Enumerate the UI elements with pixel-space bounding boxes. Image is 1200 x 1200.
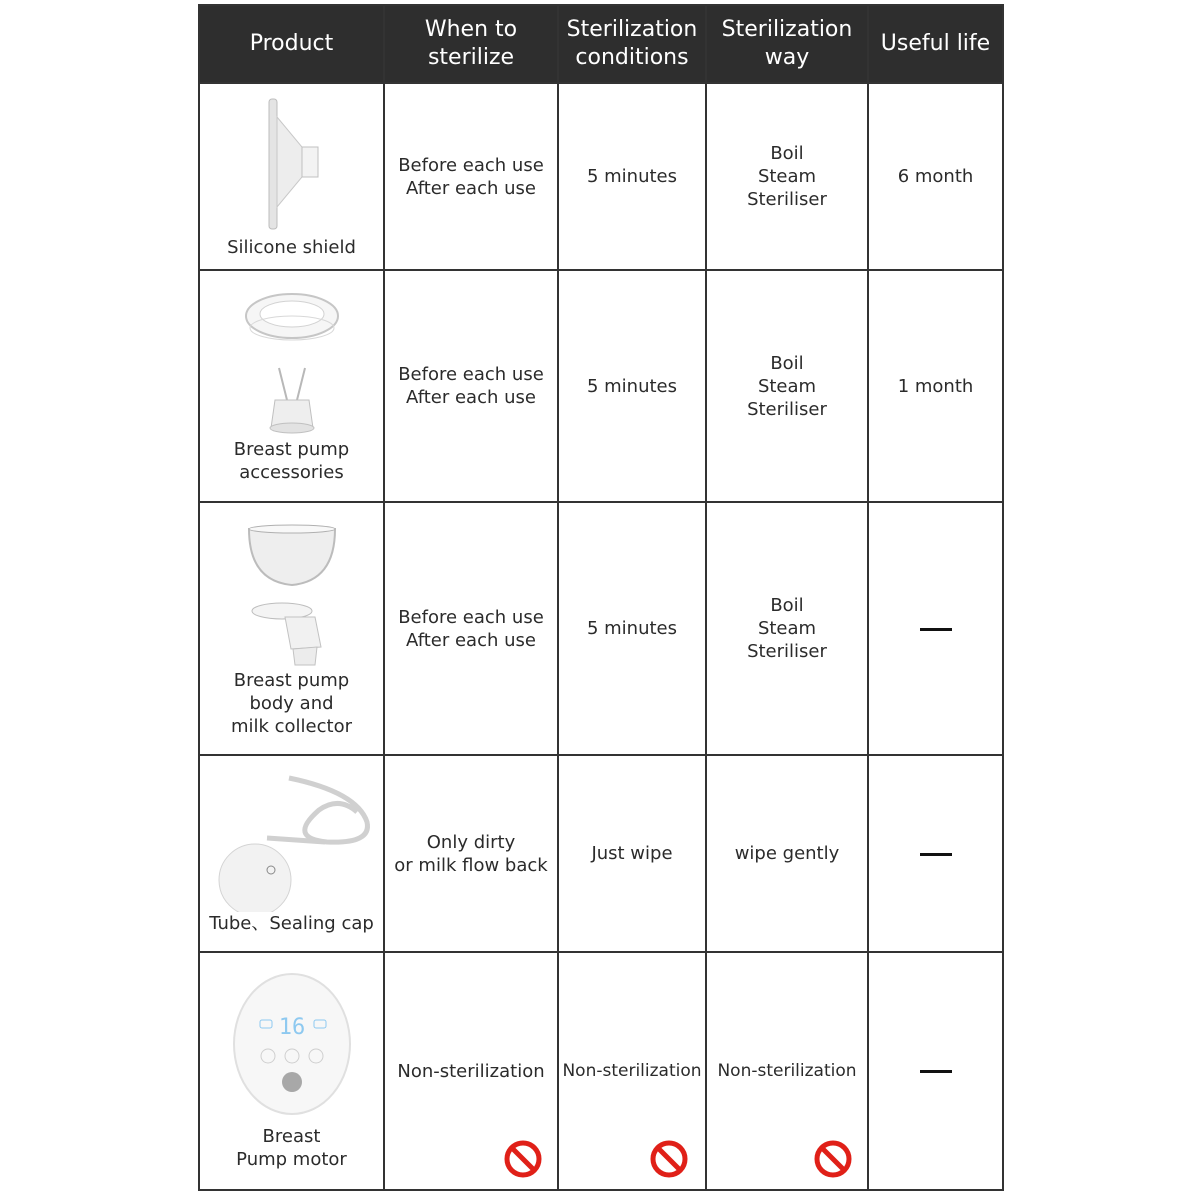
pump-motor-image: [232, 972, 352, 1117]
sterilization-way-cell: Boil Steam Steriliser: [706, 502, 868, 755]
product-cell: [199, 952, 384, 1190]
table-row: [199, 83, 1003, 270]
table-row: [199, 270, 1003, 502]
table-row: [199, 952, 1003, 1190]
sterilization-conditions-cell: 5 minutes: [558, 502, 706, 755]
product-name: Tube、Sealing cap: [209, 913, 374, 934]
table-row: [199, 755, 1003, 952]
sterilization-way-cell: wipe gently: [706, 755, 868, 952]
pump-body-milk-collector-image: [237, 519, 347, 669]
header-sterilization-conditions: Sterilization conditions: [558, 5, 706, 83]
product-name: Breast Pump motor: [236, 1125, 347, 1170]
product-name: Breast pump body and milk collector: [230, 670, 353, 737]
useful-life-cell: 6 month: [868, 83, 1003, 270]
no-symbol-icon: [649, 1139, 689, 1179]
useful-life-cell: 1 month: [868, 270, 1003, 502]
tube-sealing-cap-image: [207, 772, 377, 912]
when-to-sterilize-cell: Only dirty or milk flow back: [384, 755, 558, 952]
sterilization-conditions-cell: [558, 952, 706, 1190]
dash-icon: [920, 628, 952, 631]
sterilization-conditions-cell: Just wipe: [558, 755, 706, 952]
non-sterilization-text: Non-sterilization: [397, 1060, 545, 1082]
product-name: Silicone shield: [227, 236, 356, 258]
header-sterilization-way: Sterilization way: [706, 5, 868, 83]
product-name: Breast pump accessories: [233, 439, 350, 483]
no-symbol-icon: [813, 1139, 853, 1179]
useful-life-cell: [868, 502, 1003, 755]
non-sterilization-text: Non-sterilization: [717, 1061, 857, 1081]
when-to-sterilize-cell: [384, 952, 558, 1190]
when-to-sterilize-cell: Before each use After each use: [384, 83, 558, 270]
product-cell: [199, 83, 384, 270]
sterilization-conditions-cell: 5 minutes: [558, 270, 706, 502]
sterilization-table: [198, 4, 1004, 1191]
when-to-sterilize-cell: Before each use After each use: [384, 502, 558, 755]
sterilization-way-cell: Boil Steam Steriliser: [706, 83, 868, 270]
useful-life-cell: [868, 755, 1003, 952]
non-sterilization-text: Non-sterilization: [562, 1061, 702, 1081]
sterilization-way-cell: [706, 952, 868, 1190]
dash-icon: [920, 853, 952, 856]
product-cell: [199, 502, 384, 755]
silicone-shield-image: [247, 95, 337, 230]
header-when-to-sterilize: When to sterilize: [384, 5, 558, 83]
sterilization-conditions-cell: 5 minutes: [558, 83, 706, 270]
sterilization-way-cell: Boil Steam Steriliser: [706, 270, 868, 502]
header-product: Product: [199, 5, 384, 83]
no-symbol-icon: [503, 1139, 543, 1179]
product-cell: [199, 270, 384, 502]
product-cell: [199, 755, 384, 952]
header-row: [199, 5, 1003, 83]
header-useful-life: Useful life: [868, 5, 1003, 83]
motor-display-readout: 16: [278, 1014, 305, 1040]
when-to-sterilize-cell: Before each use After each use: [384, 270, 558, 502]
dash-icon: [920, 1070, 952, 1073]
breast-pump-accessories-image: [237, 288, 347, 438]
table-row: [199, 502, 1003, 755]
useful-life-cell: [868, 952, 1003, 1190]
